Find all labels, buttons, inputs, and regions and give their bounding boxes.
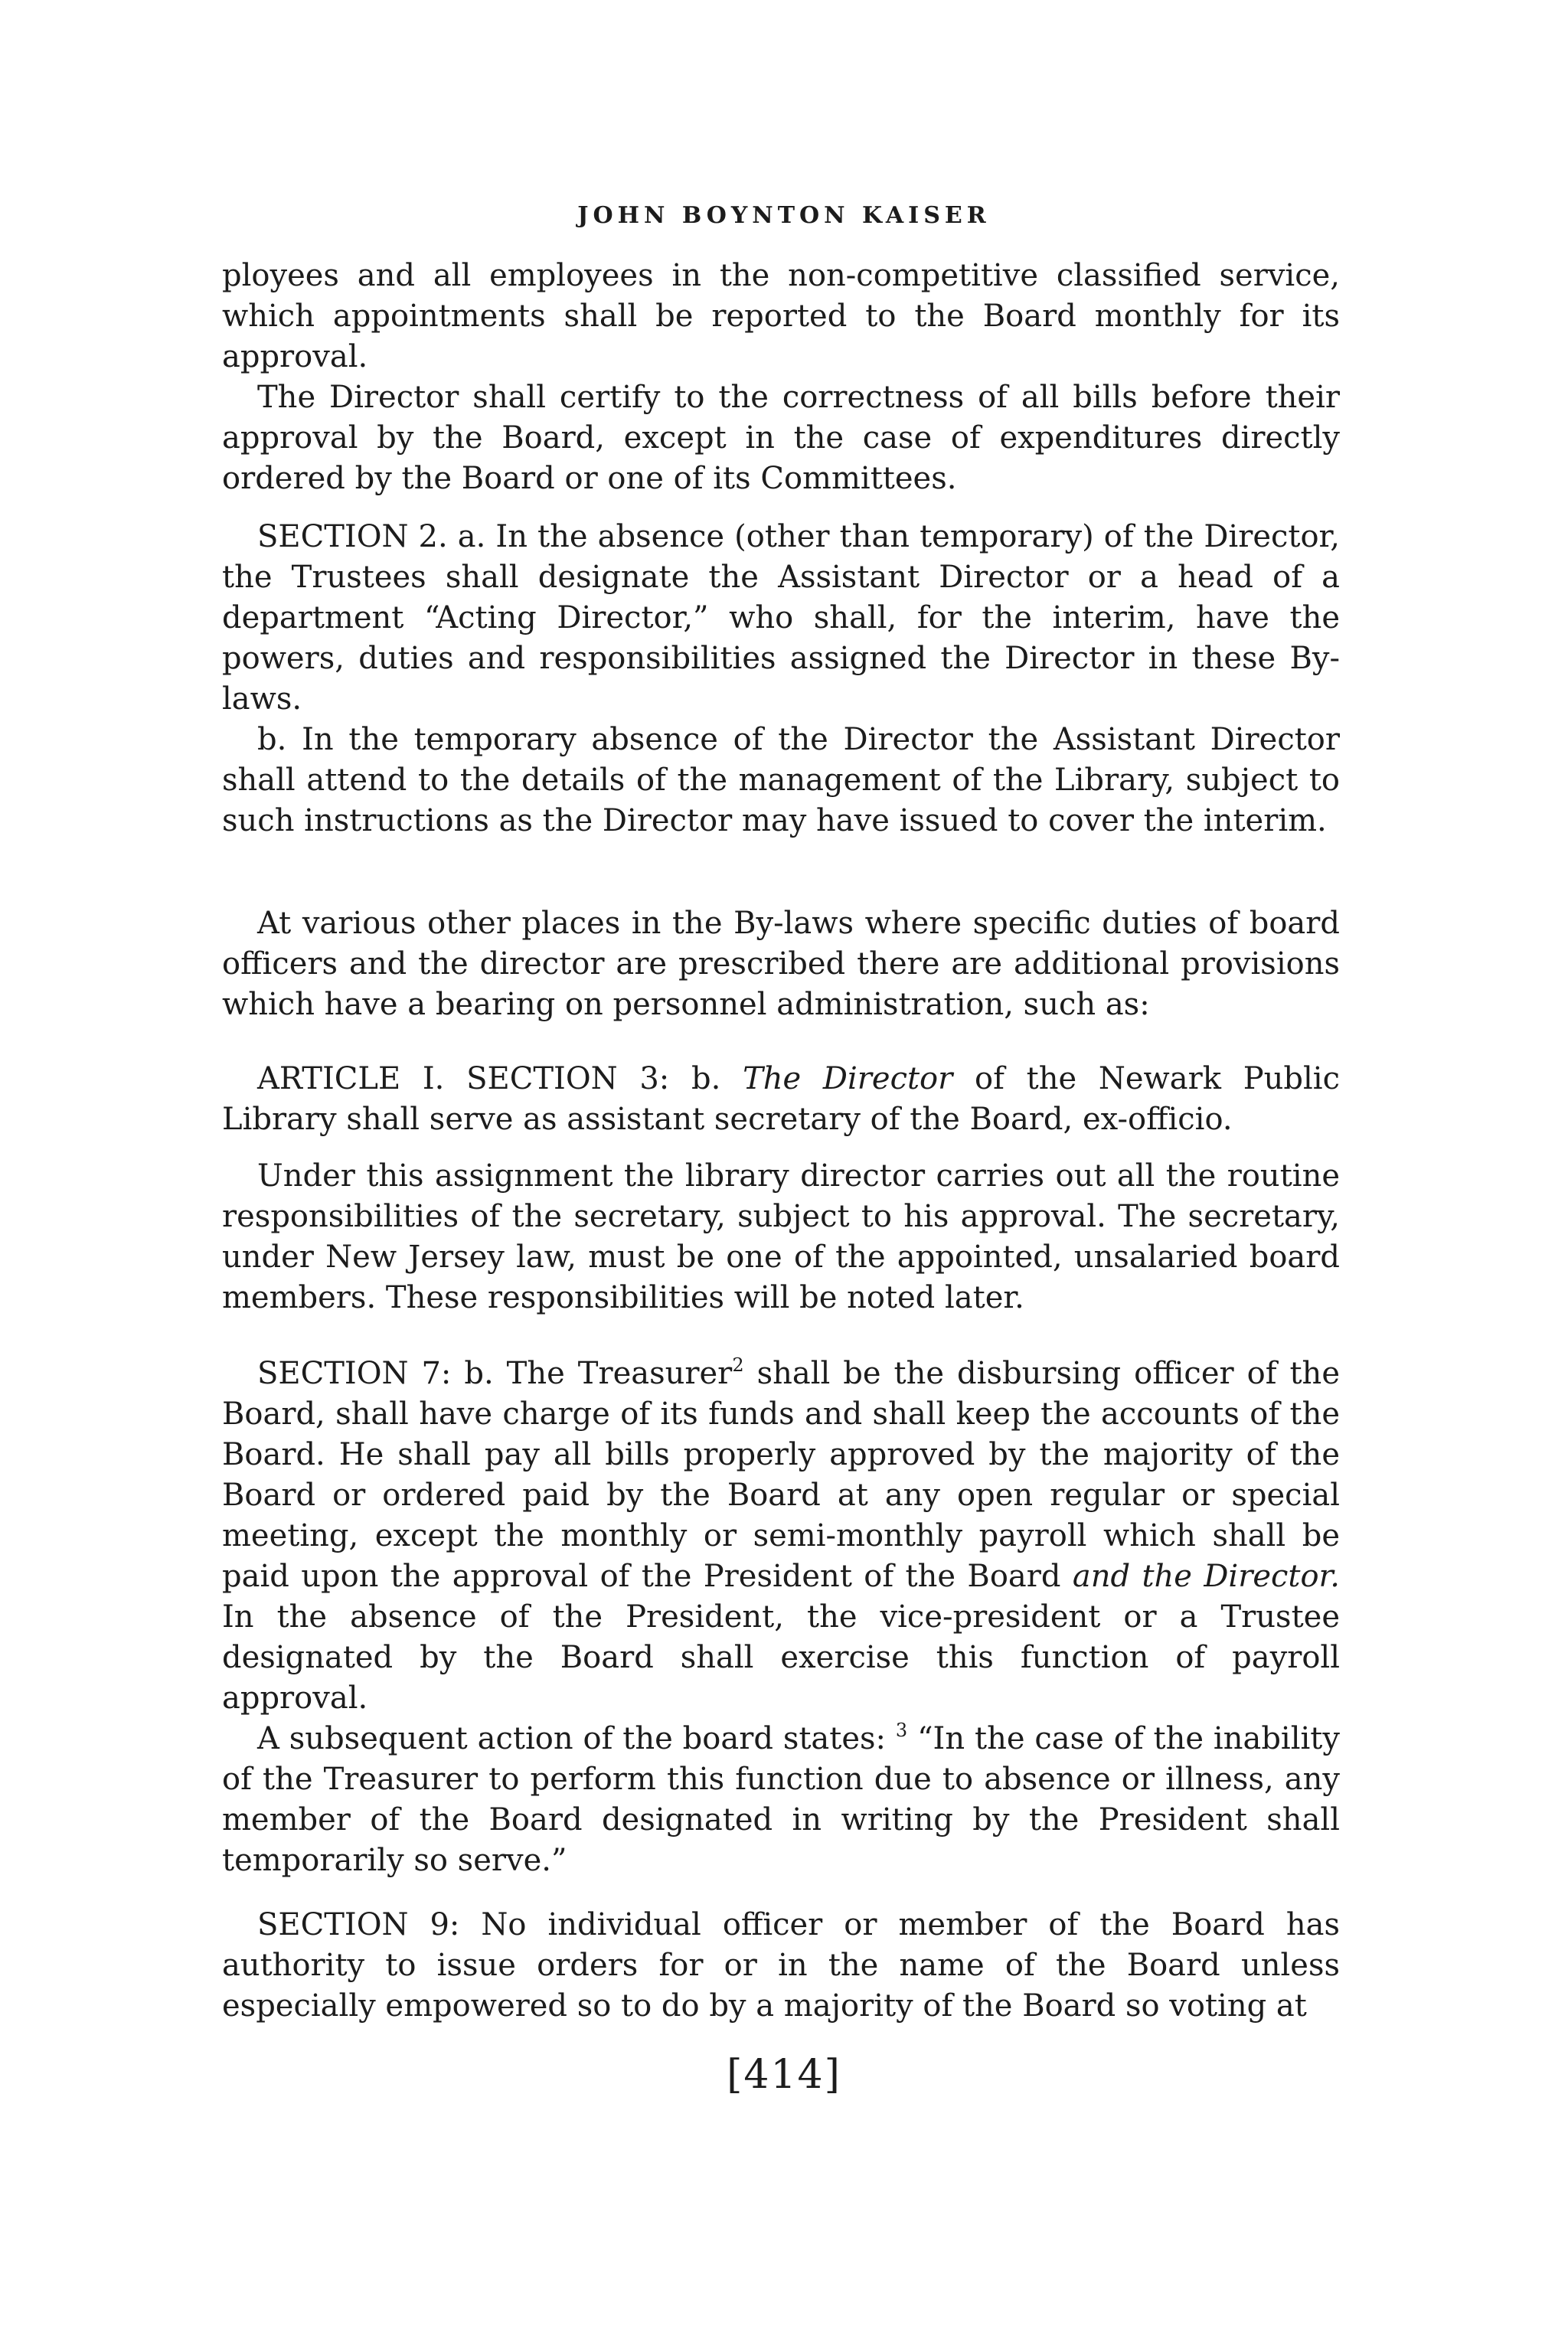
text-block-4 — [222, 1059, 1340, 1140]
page-number: [414] — [727, 2052, 841, 2098]
paragraph: SECTION 2. a. In the absence (other than temporary) of the Director, the Trustees shall designate the Assistant Director or a head of a department “Acting Director,” who shall, for the interim, have the powers, duties and responsibilities assigned the Director in these By-laws. — [222, 519, 1340, 717]
text-span: shall be the disbursing officer of the Board, shall have charge of its funds and shall keep the accounts of the Board. He shall pay all bills properly approved by the majority of the Board or ordered paid by the Board at any open regular or special meeting, except the monthly or semi-monthly payroll which shall be paid upon the approval of the President of the Board — [222, 1356, 1340, 1594]
text-block-3 — [222, 903, 1340, 1025]
paragraph — [222, 1354, 1340, 1719]
text-span: A subsequent action of the board states: — [257, 1721, 896, 1756]
text-block-5 — [222, 1156, 1340, 1318]
paragraph — [222, 1059, 1340, 1140]
text-span: “In the case of the inability of the Treasurer to perform this function due to absence or illness, any member of the Board designated in writing by the President shall temporarily so serve.” — [222, 1721, 1340, 1878]
text-span: SECTION 7: b. The Treasurer — [257, 1356, 733, 1391]
paragraph: ployees and all employees in the non-competitive classified service, which appointments shall be reported to the Board monthly for its approval. — [222, 258, 1340, 374]
italic-span: The Director — [743, 1061, 953, 1096]
paragraph: Under this assignment the library director carries out all the routine responsibilities of the secretary, subject to his approval. The secretary, under New Jersey law, must be one of the appointed, unsalaried board members. These responsibilities will be noted later. — [222, 1158, 1340, 1315]
text-span: ARTICLE I. SECTION 3: b. — [257, 1061, 743, 1096]
footnote-marker: 3 — [895, 1720, 908, 1741]
italic-span: and the Director. — [1072, 1559, 1340, 1594]
paragraph: b. In the temporary absence of the Director the Assistant Director shall attend to the details of the management of the Library, subject to such instructions as the Director may have issued to cover the interim. — [222, 722, 1340, 838]
running-head: JOHN BOYNTON KAISER — [577, 202, 991, 229]
text-block-1 — [222, 256, 1340, 499]
text-span: In the absence of the President, the vice-president or a Trustee designated by the Board shall exercise this function of payroll approval. — [222, 1599, 1340, 1716]
paragraph — [222, 1719, 1340, 1881]
text-block-2 — [222, 517, 1340, 841]
text-block-7 — [222, 1905, 1340, 2027]
paragraph: SECTION 9: No individual officer or member of the Board has authority to issue orders for or in the name of the Board unless especially empowered so to do by a majority of the Board so voting at — [222, 1907, 1340, 2024]
text-block-6 — [222, 1354, 1340, 1881]
footnote-marker: 2 — [732, 1354, 744, 1376]
paragraph: At various other places in the By-laws where specific duties of board officers and the director are prescribed there are additional provisions which have a bearing on personnel administration, such as: — [222, 906, 1340, 1022]
paragraph: The Director shall certify to the correctness of all bills before their approval by the Board, except in the case of expenditures directly ordered by the Board or one of its Committees. — [222, 380, 1340, 496]
text-span: of the Newark Public Library shall serve as assistant secretary of the Board, ex-officio. — [222, 1061, 1340, 1137]
